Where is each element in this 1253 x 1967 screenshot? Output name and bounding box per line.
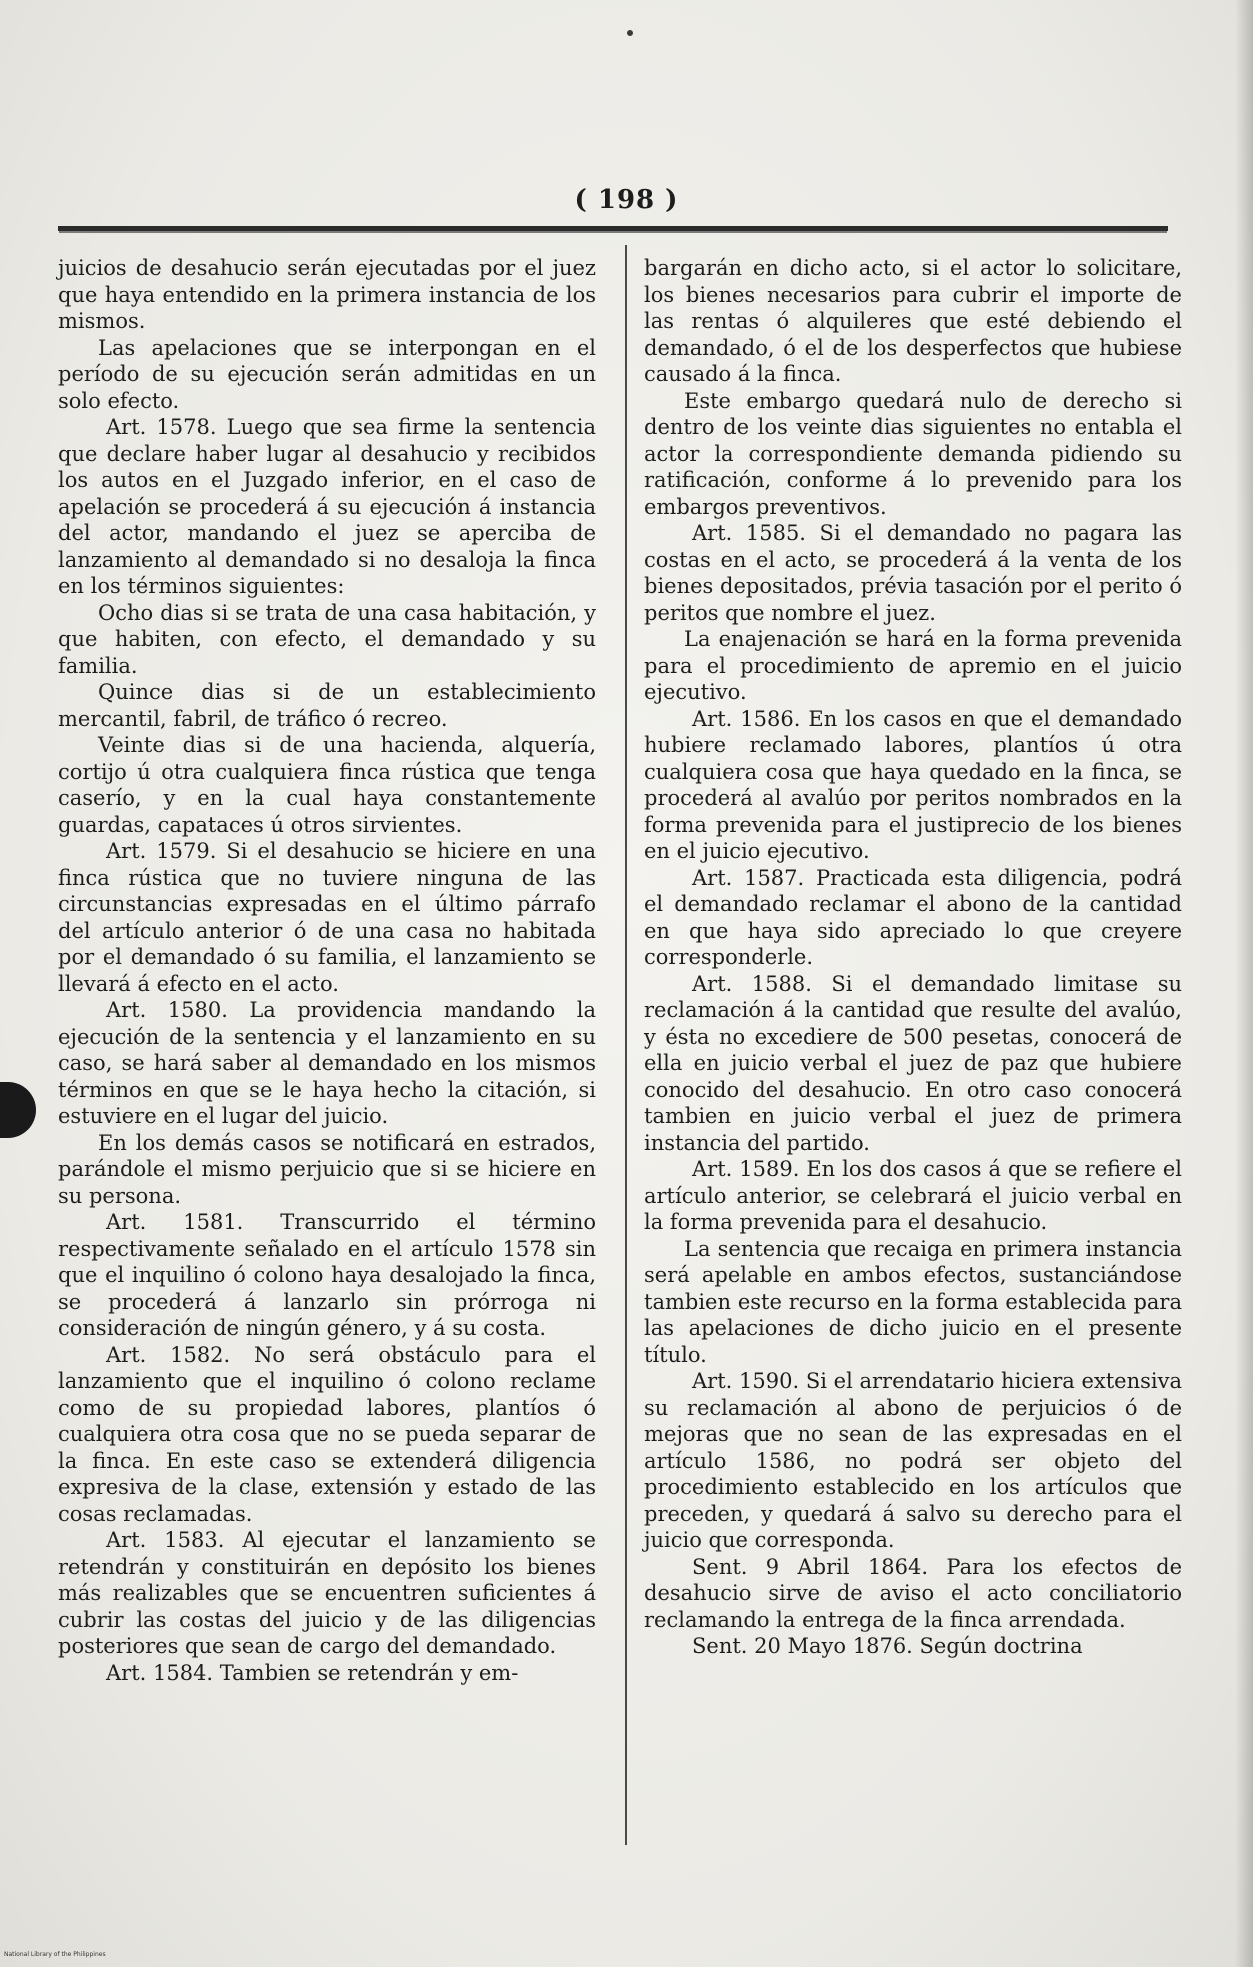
paragraph: En los demás casos se notificará en estrados, parándole el mismo perjuicio que si se hiciere en su persona. — [58, 1130, 596, 1208]
article-1585: Art. 1585. Si el demandado no pagara las costas en el acto, se procederá á la venta de los bienes depositados, prévia tasación por el perito ó peritos que nombre el juez. — [644, 521, 1182, 625]
paragraph: Este embargo quedará nulo de derecho si dentro de los veinte dias siguientes no entabla el actor la correspondiente demanda pidiendo su ratificación, conforme á lo prevenido para los embargos preventivos. — [644, 388, 1182, 519]
page-number: ( 198 ) — [574, 185, 679, 215]
right-column — [644, 255, 1182, 1660]
paragraph: bargarán en dicho acto, si el actor lo solicitare, los bienes necesarios para cubrir el importe de las rentas ó alquileres que esté debiendo el demandado, ó el de los desperfectos que hubiese causado á la finca. — [644, 256, 1182, 386]
paragraph: Veinte dias si de una hacienda, alquería, cortijo ú otra cualquiera finca rústica que tenga caserío, y en la cual haya constantemente guardas, capataces ú otros sirvientes. — [58, 733, 596, 837]
footer-credit: National Library of the Philippines — [4, 1951, 106, 1958]
sentence-1876: Sent. 20 Mayo 1876. Según doctrina — [692, 1634, 1083, 1658]
page-edge-shadow — [1235, 0, 1253, 1967]
article-1582: Art. 1582. No será obstáculo para el lanzamiento que el inquilino ó colono reclame como de su propiedad labores, plantíos ó cualquiera otra cosa que no se pueda separar de la finca. En este caso se extenderá diligencia expresiva de la clase, extensión y estado de las cosas reclamadas. — [58, 1342, 596, 1526]
binding-tab-mark — [0, 1082, 36, 1138]
paragraph: La sentencia que recaiga en primera instancia será apelable en ambos efectos, sustanciándose tambien este recurso en la forma establecida para las apelaciones de dicho juicio en el presente título. — [644, 1236, 1182, 1367]
paragraph: Quince dias si de un establecimiento mercantil, fabril, de tráfico ó recreo. — [58, 680, 596, 731]
article-1587: Art. 1587. Practicada esta diligencia, podrá el demandado reclamar el abono de la cantidad en que haya sido apreciado lo que creyere corresponderle. — [644, 865, 1182, 969]
article-1580: Art. 1580. La providencia mandando la ejecución de la sentencia y el lanzamiento en su caso, se hará saber al demandado en los mismos términos en que se le haya hecho la citación, si estuviere en el lugar del juicio. — [58, 998, 596, 1128]
left-column — [58, 255, 596, 1686]
article-1579: Art. 1579. Si el desahucio se hiciere en una finca rústica que no tuviere ninguna de las circunstancias expresadas en el último párrafo del artículo anterior ó de una casa no habitada por el demandado ó su familia, el lanzamiento se llevará á efecto en el acto. — [58, 839, 596, 996]
article-1586: Art. 1586. En los casos en que el demandado hubiere reclamado labores, plantíos ú otra cualquiera cosa que haya quedado en la finca, se procederá al avalúo por peritos nombrados en la forma prevenida para el justiprecio de los bienes en el juicio ejecutivo. — [644, 706, 1182, 863]
header-rule — [58, 226, 1168, 231]
article-1590: Art. 1590. Si el arrendatario hiciera extensiva su reclamación al abono de perjuicios ó de mejoras que no sean de las expresadas en el artículo 1586, no podrá ser objeto del procedimiento establecido en los artículos que preceden, y quedará á salvo su derecho para el juicio que corresponda. — [644, 1369, 1182, 1552]
paragraph: La enajenación se hará en la forma prevenida para el procedimiento de apremio en el juicio ejecutivo. — [644, 627, 1182, 704]
paragraph: Ocho dias si se trata de una casa habitación, y que habiten, con efecto, el demandado y su familia. — [58, 600, 596, 678]
ink-dot — [627, 30, 633, 36]
sentence-1864: Sent. 9 Abril 1864. Para los efectos de desahucio sirve de aviso el acto conciliatorio reclamando la entrega de la finca arrendada. — [644, 1554, 1182, 1632]
article-1588: Art. 1588. Si el demandado limitase su reclamación á la cantidad que resulte del avalúo, y ésta no excediere de 500 pesetas, conocerá de ella en juicio verbal el juez de paz que hubiere conocido del desahucio. En otro caso conocerá tambien en juicio verbal el juez de primera instancia del partido. — [644, 971, 1182, 1155]
article-1581: Art. 1581. Transcurrido el término respectivamente señalado en el artículo 1578 sin que el inquilino ó colono haya desalojado la finca, se procederá á lanzarlo sin prórroga ni consideración de ningún género, y á su costa. — [58, 1210, 596, 1340]
paragraph: Las apelaciones que se interpongan en el período de su ejecución serán admitidas en un solo efecto. — [58, 335, 596, 413]
article-1589: Art. 1589. En los dos casos á que se refiere el artículo anterior, se celebrará el juicio verbal en la forma prevenida para el desahucio. — [644, 1157, 1182, 1234]
column-divider — [625, 245, 627, 1845]
article-1584: Art. 1584. Tambien se retendrán y em- — [106, 1660, 519, 1685]
paragraph: juicios de desahucio serán ejecutadas por el juez que haya entendido en la primera instancia de los mismos. — [58, 256, 596, 333]
article-1578: Art. 1578. Luego que sea firme la sentencia que declare haber lugar al desahucio y recibidos los autos en el Juzgado inferior, en el caso de apelación se procederá á su ejecución á instancia del actor, mandando el juez se aperciba de lanzamiento al demandado si no desaloja la finca en los términos siguientes: — [58, 415, 596, 598]
article-1583: Art. 1583. Al ejecutar el lanzamiento se retendrán y constituirán en depósito los bienes más realizables que se encuentren suficientes á cubrir las costas del juicio y de las diligencias posteriores que sean de cargo del demandado. — [58, 1528, 596, 1658]
